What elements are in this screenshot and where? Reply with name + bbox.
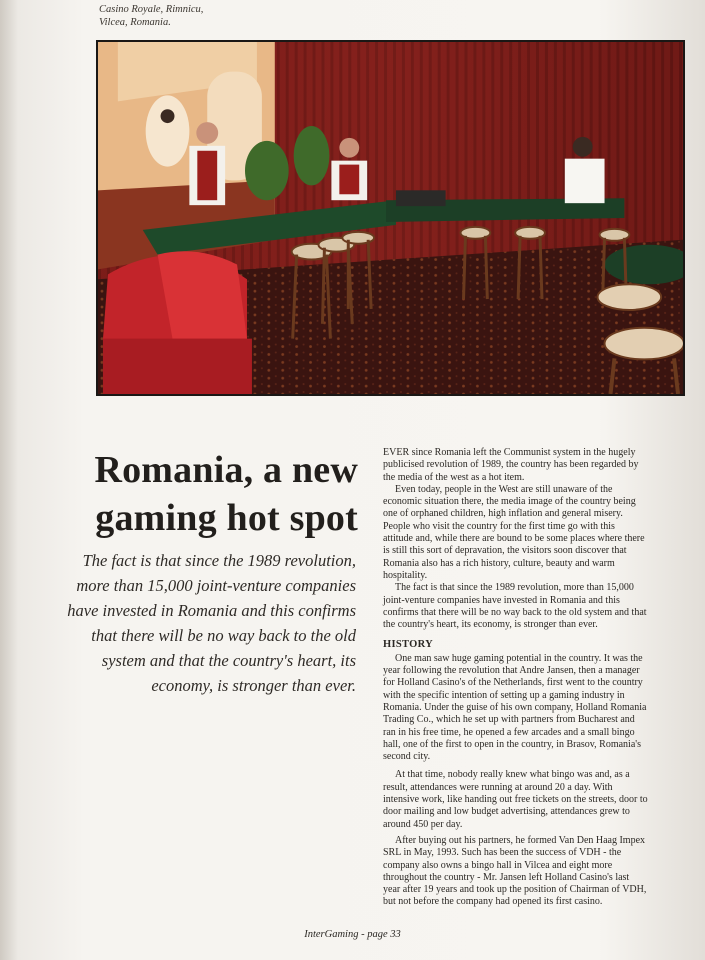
body-line: ran in his free time, he opened a few arcades and a small bingo bbox=[383, 726, 635, 738]
body-line: confirms that there will be no way back to the old system and that bbox=[383, 606, 647, 618]
paragraph bbox=[383, 582, 688, 631]
body-line: joint-venture companies have invested in Romania and this bbox=[383, 594, 620, 606]
binding-shadow bbox=[0, 0, 18, 960]
body-line: the country's heart, its economy, is stronger than ever. bbox=[383, 619, 598, 631]
standfirst-line: have invested in Romania and this confirms bbox=[67, 601, 356, 620]
paragraph bbox=[383, 769, 688, 830]
body-line: The fact is that since the 1989 revolution, more than 15,000 bbox=[395, 582, 634, 594]
body-line: EVER since Romania left the Communist system in the hugely bbox=[383, 447, 636, 458]
standfirst-line: The fact is that since the 1989 revolution, bbox=[82, 551, 356, 570]
paragraph bbox=[383, 484, 688, 582]
body-line: the media of the west as a hot item. bbox=[383, 471, 525, 483]
standfirst-line: economy, is stronger than ever. bbox=[151, 676, 356, 695]
body-line: intensive work, like handing out free tickets on the streets, door to bbox=[383, 794, 648, 806]
body-line: second city. bbox=[383, 751, 431, 763]
body-line: with the specific intention of setting up a gaming industry in bbox=[383, 689, 625, 701]
paragraph bbox=[383, 447, 688, 484]
body-line: Romania also has a rich history, culture, beauty and warm bbox=[383, 557, 615, 569]
standfirst-line: system and that the country's heart, its bbox=[101, 651, 356, 670]
body-line: year following the revolution that Andre Jansen, then a manager bbox=[383, 665, 640, 677]
body-line: economic situation there, the media image of the country being bbox=[383, 496, 636, 508]
body-line: hall, one of the first to open in the country, in Brasov, Romania's bbox=[383, 738, 641, 750]
body-line: year after 19 years and took up the position of Chairman of VDH, bbox=[383, 884, 647, 896]
body-line: company also owns a bingo hall in Vilcea and eight more bbox=[383, 859, 613, 871]
article-headline bbox=[40, 446, 358, 542]
casino-photo bbox=[96, 40, 685, 396]
paragraph bbox=[383, 653, 688, 764]
body-line: is still this sort of depravation, the visitors soon discover that bbox=[383, 545, 627, 557]
body-line: SRL in May, 1993. Such has been the success of VDH - the bbox=[383, 847, 622, 859]
body-line: publicised revolution of 1989, the country has been regarded by bbox=[383, 459, 639, 471]
headline-line: gaming hot spot bbox=[95, 497, 358, 539]
body-line: door mailing and low budget advertising, attendances grew to bbox=[383, 806, 630, 818]
body-line: throughout the country - Mr. Jansen left Holland Casino's last bbox=[383, 871, 630, 883]
paragraph bbox=[383, 835, 688, 909]
photo-caption bbox=[99, 3, 319, 29]
body-line: People who visit the country for the first time go with this bbox=[383, 520, 615, 532]
casino-interior-illustration bbox=[98, 42, 683, 394]
caption-line: Vilcea, Romania. bbox=[99, 17, 171, 28]
page-footer: InterGaming - page 33 bbox=[304, 929, 401, 940]
article-body bbox=[383, 447, 688, 909]
body-line: but not before the company had opened its first casino. bbox=[383, 896, 603, 908]
body-line: At that time, nobody really knew what bingo was and, as a bbox=[395, 769, 630, 781]
body-line: result, attendances were running at around 20 a day. With bbox=[383, 781, 613, 793]
body-line: one of orphaned children, high inflation and general misery. bbox=[383, 508, 623, 520]
standfirst-line: more than 15,000 joint-venture companies bbox=[76, 576, 356, 595]
body-line: hospitality. bbox=[383, 569, 428, 581]
body-line: around 450 per day. bbox=[383, 818, 463, 830]
body-line: Trading Co., which he set up with partners from Bucharest and bbox=[383, 714, 635, 726]
headline-line: Romania, a new bbox=[94, 449, 358, 491]
body-line: Romania. Under the guise of his own company, Holland Romania bbox=[383, 701, 647, 713]
caption-line: Casino Royale, Rimnicu, bbox=[99, 4, 204, 15]
body-line: for Holland Casino's of the Netherlands, first went to the country bbox=[383, 677, 643, 689]
history-heading: HISTORY bbox=[383, 639, 433, 651]
body-line: attitude and, while there are bound to be some places where there bbox=[383, 533, 645, 545]
body-line: After buying out his partners, he formed Van Den Haag Impex bbox=[395, 834, 646, 846]
standfirst-line: that there will be no way back to the old bbox=[91, 626, 356, 645]
standfirst bbox=[30, 548, 356, 698]
body-line: One man saw huge gaming potential in the country. It was the bbox=[395, 652, 643, 664]
body-line: Even today, people in the West are still unaware of the bbox=[395, 483, 613, 495]
